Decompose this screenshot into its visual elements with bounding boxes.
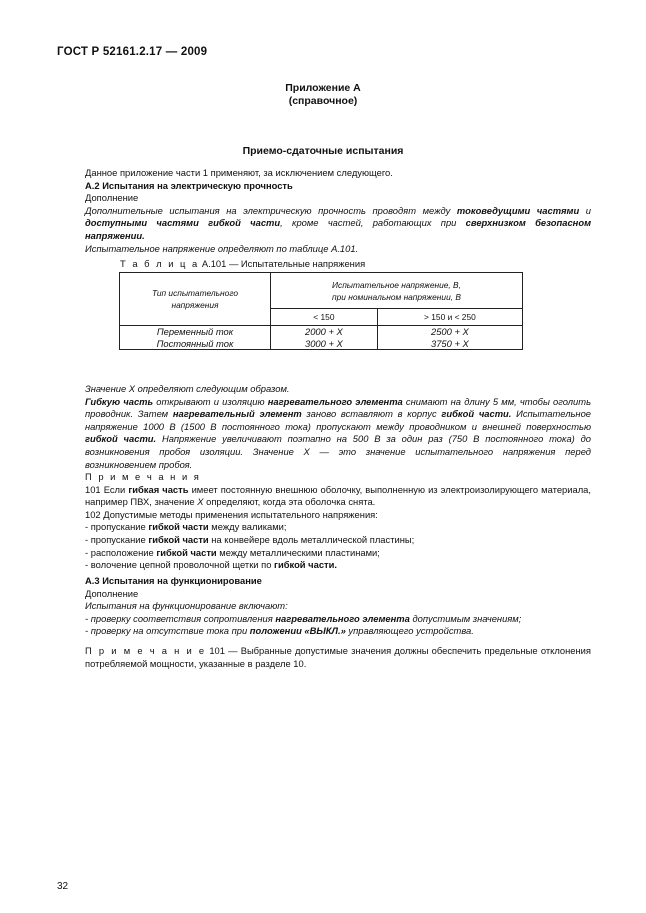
a2-heading: А.2 Испытания на электрическую прочность: [85, 179, 293, 191]
flex-procedure: Гибкую часть открывают и изоляцию нагревательного элемента снимают на длину 5 мм, чтобы оголить проводник. Затем нагревательный элемент заново вставляют в корпус гибкой части. Испытательное напряжение 1000 В (1500 В постоянного тока) пропускают между проводником и внешней поверхностью гибкой части. Напряжение увеличивают поэтапно на 500 В за один раз (750 В постоянного тока) до возникновения пробоя изоляции. Значение Х — это значение испытательного напряжения перед возникновением пробоя.: [85, 395, 592, 470]
x-definition: Значение Х определяют следующим образом.: [85, 383, 290, 394]
a3-heading: А.3 Испытания на функционирование: [85, 575, 262, 586]
col-type-header: Тип испытательного напряжения: [120, 273, 271, 326]
a3-block: [85, 575, 591, 670]
list-item: - пропускание гибкой части на конвейере вдоль металлической пластины;: [85, 533, 415, 545]
row-v2: 2500 + Х: [377, 326, 522, 338]
page-number: 32: [57, 881, 69, 892]
notes-block: [85, 471, 591, 572]
appendix-title: Приложение А: [285, 82, 361, 94]
row-v1: 2000 + Х: [271, 326, 378, 338]
a2-paragraph-1: Дополнительные испытания на электрическую прочность проводят между токоведущими частями и доступными частями гибкой части, кроме частей, работающих при сверхнизком безопасном напряжении.: [85, 204, 592, 241]
note-101: 101 Если гибкая часть имеет постоянную внешнюю оболочку, выполненную из электроизолирующего материала, например ПВХ, значение Х определяют, когда эта оболочка снята.: [85, 483, 591, 508]
a2-paragraph-2: Испытательное напряжение определяют по таблице А.101.: [85, 242, 359, 254]
intro-line: Данное приложение части 1 применяют, за исключением следующего.: [85, 167, 393, 178]
subheader-150-250: > 150 и < 250: [377, 309, 522, 326]
appendix-subtitle: (справочное): [288, 95, 358, 107]
row-v1: 3000 + Х: [271, 338, 378, 350]
notes-label: П р и м е ч а н и я: [85, 471, 201, 482]
list-item: - проверку соответствия сопротивления нагревательного элемента допустимым значениям;: [85, 612, 522, 624]
row-type: Переменный ток: [120, 326, 271, 338]
list-item: - расположение гибкой части между металлическими пластинами;: [85, 546, 380, 558]
a2-addition: Дополнение: [85, 192, 139, 204]
row-type: Постоянный ток: [120, 338, 271, 350]
subheader-lt150: < 150: [271, 309, 378, 326]
a2-block: [85, 167, 591, 255]
a3-intro: Испытания на функционирование включают:: [85, 600, 288, 612]
group-header: Испытательное напряжение, В, при номинальном напряжении, В: [271, 273, 523, 309]
a3-addition: Дополнение: [85, 587, 139, 599]
list-item: - проверку на отсутствие тока при положении «ВЫКЛ.» управляющего устройства.: [85, 625, 474, 637]
test-voltage-table: [119, 272, 523, 350]
list-item: - волочение цепной проволочной щетки по гибкой части.: [85, 559, 337, 571]
table-caption: Т а б л и ц а А.101 — Испытательные напряжения: [120, 258, 366, 269]
document-code: ГОСТ Р 52161.2.17 — 2009: [57, 46, 208, 58]
note-102: 102 Допустимые методы применения испытательного напряжения:: [85, 508, 378, 520]
row-v2: 3750 + Х: [377, 338, 522, 350]
section-title: Приемо-сдаточные испытания: [242, 145, 404, 157]
x-block: [85, 383, 591, 471]
a3-note: П р и м е ч а н и е 101 — Выбранные допустимые значения должны обеспечить предельные отклонения потребляемой мощности, указанные в разделе 10.: [85, 644, 591, 669]
list-item: - пропускание гибкой части между валиками;: [85, 521, 287, 533]
